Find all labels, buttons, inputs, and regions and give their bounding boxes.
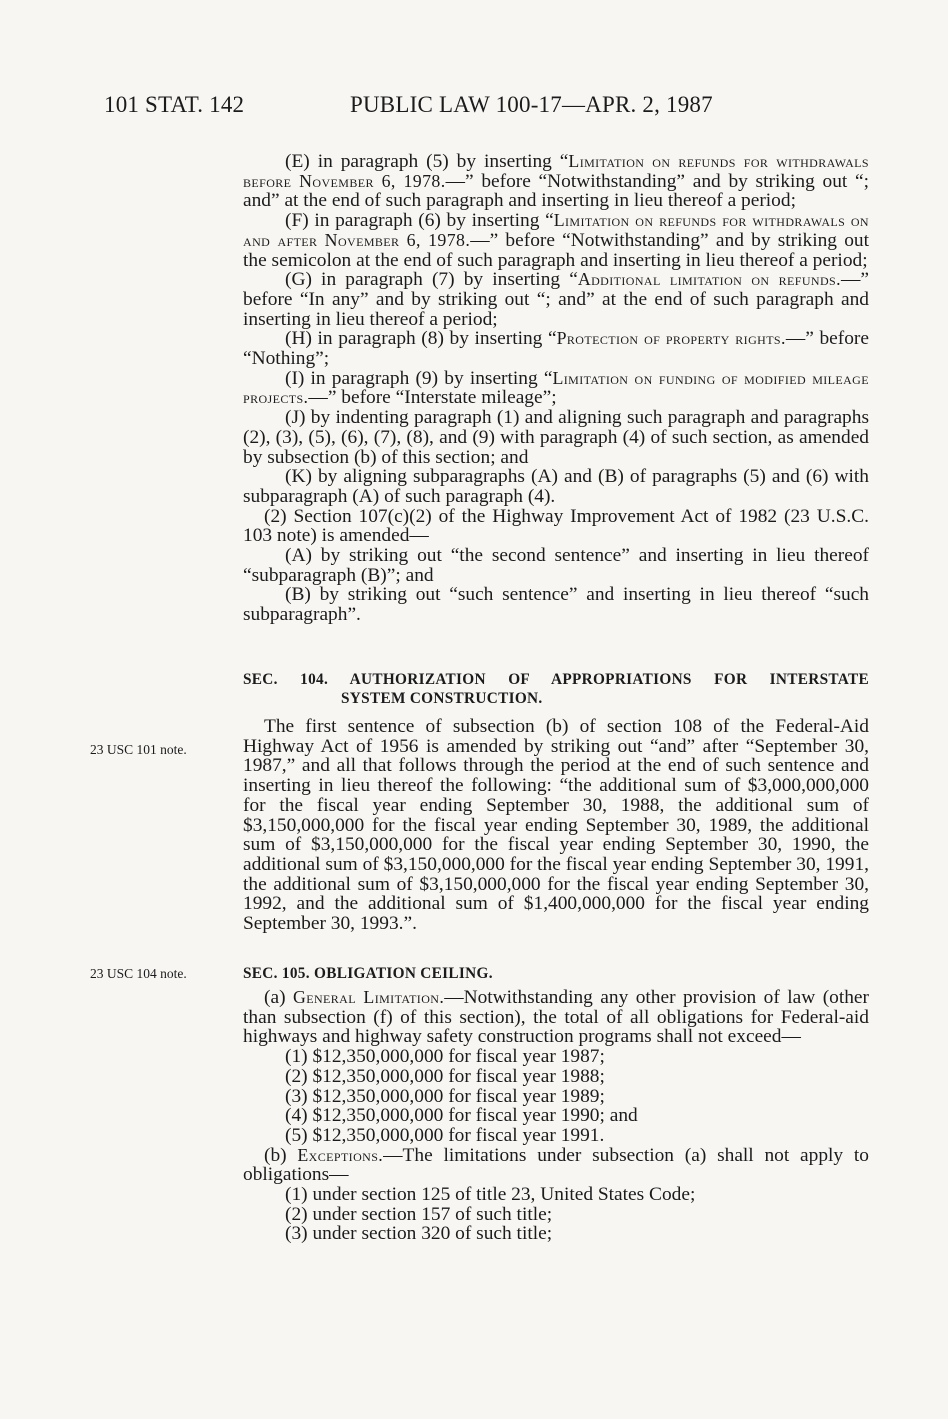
clause-i: (I) in paragraph (9) by inserting “Limitation on funding of modified mileage projects.—” before “Interstate mileage”; (243, 367, 869, 409)
subparagraph-a: (A) by striking out “the second sentence” and inserting in lieu thereof “subparagraph (B)”; and (243, 545, 869, 586)
sec-104-text: The first sentence of subsection (b) of section 108 of the Federal-Aid Highway Act of 1956 is amended by striking out “and” after “September 30, 1987,” and all that follows through the period at the end of such sentence and inserting in lieu thereof the following: “the additional sum of $3,000,000,000 for the fiscal year ending September 30, 1988, the additional sum of $3,150,000,000 for the fiscal year ending September 30, 1989, the additional sum of $3,150,000,000 for the fiscal year ending September 30, 1990, the additional sum of $3,150,000,000 for the fiscal year ending September 30, 1991, the additional sum of $3,150,000,000 for the fiscal year ending September 30, 1992, and the additional sum of $1,400,000,000 for the fiscal year ending September 30, 1993.”. (243, 716, 869, 935)
exception-item: (2) under section 157 of such title; (285, 1203, 553, 1225)
subparagraph-b: (B) by striking out “such sentence” and inserting in lieu thereof “such subparagraph”. (243, 584, 869, 626)
clause-g: (G) in paragraph (7) by inserting “Additional limitation on refunds.—” before “In any” and by striking out “; and” at the end of such paragraph and inserting in lieu thereof a period; (243, 269, 869, 330)
sec-104-body (243, 717, 869, 934)
clause-j: (J) by indenting paragraph (1) and aligning such paragraph and paragraphs (2), (3), (5), (6), (7), (8), and (9) with paragraph (4) of such section, as amended by subsection (b) of this section; and (243, 407, 869, 468)
subsection-b: (b) Exceptions.—The limitations under subsection (a) shall not apply to obligations— (243, 1144, 869, 1186)
limit-item: (2) $12,350,000,000 for fiscal year 1988; (285, 1065, 605, 1087)
subsection-a: (a) General Limitation.—Notwithstanding any other provision of law (other than subsection (f) of this section), the total of all obligations for Federal-aid highways and highway safety construction programs shall not exceed— (243, 987, 869, 1048)
exception-item: (1) under section 125 of title 23, United States Code; (285, 1184, 696, 1206)
limit-item: (1) $12,350,000,000 for fiscal year 1987; (285, 1046, 605, 1068)
public-law-header: PUBLIC LAW 100-17—APR. 2, 1987 (350, 92, 713, 117)
clause-f: (F) in paragraph (6) by inserting “Limitation on refunds for withdrawals on and after November 6, 1978.—” before “Notwithstanding” and by striking out the semicolon at the end of such paragraph and inserting in lieu thereof a period; (243, 210, 869, 271)
clause-h: (H) in paragraph (8) by inserting “Protection of property rights.—” before “Nothing”; (243, 328, 869, 370)
sec-105-body (243, 988, 869, 1244)
limit-item: (3) $12,350,000,000 for fiscal year 1989; (285, 1085, 605, 1107)
page-number-header: 101 STAT. 142 (104, 92, 245, 117)
exception-item: (3) under section 320 of such title; (285, 1223, 553, 1245)
limit-item: (4) $12,350,000,000 for fiscal year 1990; and (285, 1105, 638, 1127)
margin-note-101: 23 USC 101 note. (90, 742, 187, 757)
clause-e: (E) in paragraph (5) by inserting “Limitation on refunds for withdrawals before November 6, 1978.—” before “Notwithstanding” and by striking out “; and” at the end of such paragraph and inserting in lieu thereof a period; (243, 151, 869, 212)
sec-104-heading: SEC. 104. AUTHORIZATION OF APPROPRIATIONS FOR INTERSTATE SYSTEM CONSTRUCTION. (243, 671, 869, 707)
amendment-list-block (243, 152, 869, 625)
clause-k: (K) by aligning subparagraphs (A) and (B) of paragraphs (5) and (6) with subparagraph (A) of such paragraph (4). (243, 466, 869, 507)
margin-note-104: 23 USC 104 note. (90, 966, 187, 981)
limit-item: (5) $12,350,000,000 for fiscal year 1991. (285, 1124, 605, 1146)
paragraph-2: (2) Section 107(c)(2) of the Highway Improvement Act of 1982 (23 U.S.C. 103 note) is amended— (243, 505, 869, 547)
sec-105-heading: SEC. 105. OBLIGATION CEILING. (243, 965, 493, 982)
